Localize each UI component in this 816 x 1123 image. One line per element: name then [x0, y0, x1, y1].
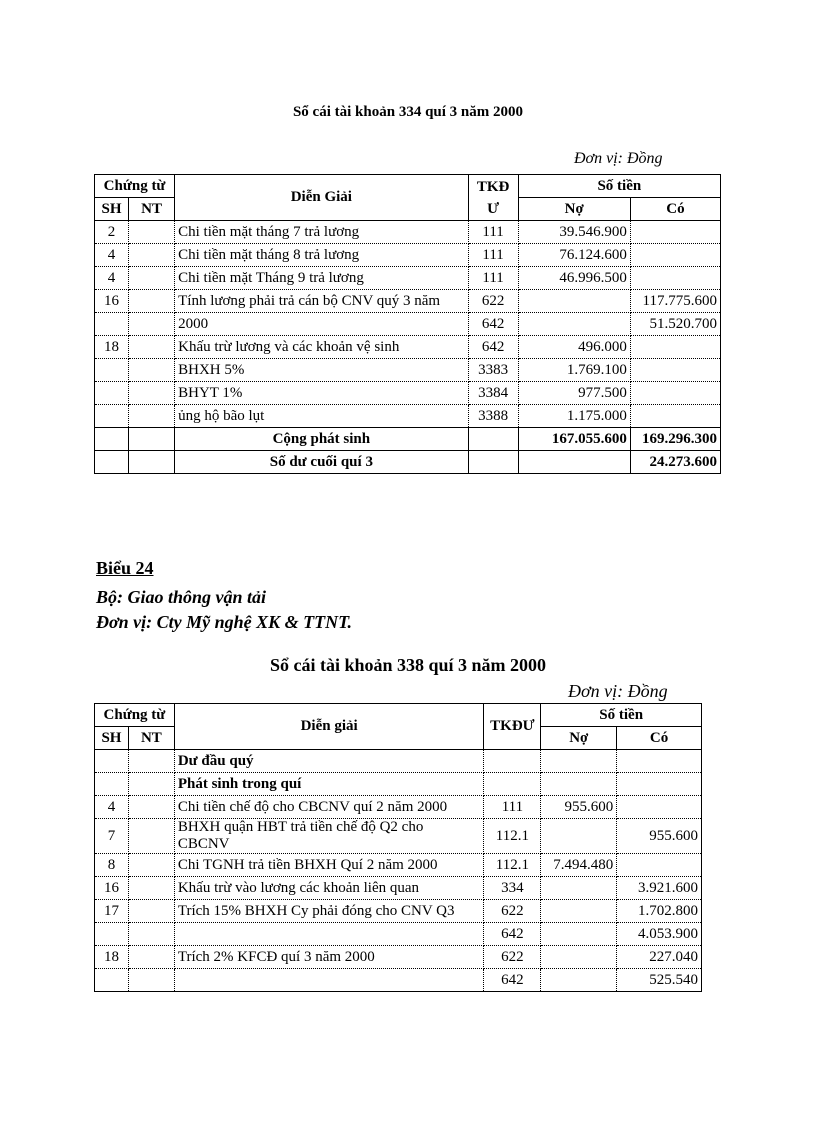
debit-cell: 955.600 — [541, 796, 617, 819]
tk-cell — [484, 773, 541, 796]
voucher-header: Chứng từ — [95, 175, 175, 198]
tk-cell: 111 — [468, 244, 518, 267]
nt-cell — [129, 405, 175, 428]
closing-label: Số dư cuối quí 3 — [175, 451, 468, 474]
sh-cell — [95, 773, 129, 796]
voucher-header: Chứng từ — [95, 704, 175, 727]
nt-header: NT — [128, 727, 174, 750]
nt-cell — [128, 796, 174, 819]
table-row — [95, 750, 702, 773]
tk-cell — [484, 750, 541, 773]
nt-cell — [128, 946, 174, 969]
nt-header: NT — [129, 198, 175, 221]
table-row — [95, 819, 702, 854]
company: Đơn vị: Cty Mỹ nghệ XK & TTNT. — [96, 612, 352, 632]
tk-cell: 111 — [484, 796, 541, 819]
form-number: Biểu 24 — [96, 558, 154, 578]
desc-cell: Dư đầu quý — [174, 750, 484, 773]
amount-header: Số tiền — [541, 704, 702, 727]
desc-header: Diễn Giải — [175, 175, 468, 221]
sh-cell: 16 — [95, 877, 129, 900]
tk-cell: 111 — [468, 267, 518, 290]
sh-cell: 4 — [95, 244, 129, 267]
nt-cell — [128, 969, 174, 992]
tk-cell: 642 — [484, 923, 541, 946]
desc-cell — [174, 923, 484, 946]
tk-cell: 622 — [468, 290, 518, 313]
desc-cell: Chi tiền mặt tháng 7 trả lương — [175, 221, 468, 244]
credit-cell: 227.040 — [617, 946, 702, 969]
nt-cell — [128, 923, 174, 946]
credit-cell — [630, 405, 720, 428]
tk-cell: 3383 — [468, 359, 518, 382]
desc-cell: Chi tiền mặt tháng 8 trả lương — [175, 244, 468, 267]
desc-cell: 2000 — [175, 313, 468, 336]
credit-cell — [617, 854, 702, 877]
tkdu-header: TKĐ Ư — [468, 175, 518, 221]
sh-cell — [95, 359, 129, 382]
debit-cell — [518, 313, 630, 336]
credit-cell — [630, 359, 720, 382]
credit-cell — [630, 336, 720, 359]
desc-cell: Trích 15% BHXH Cy phải đóng cho CNV Q3 — [174, 900, 484, 923]
desc-cell: Khấu trừ lương và các khoản vệ sinh — [175, 336, 468, 359]
nt-cell — [129, 313, 175, 336]
table-row — [95, 313, 721, 336]
nt-cell — [128, 877, 174, 900]
sh-cell: 2 — [95, 221, 129, 244]
table-row — [95, 969, 702, 992]
desc-cell: BHXH quận HBT trả tiền chế độ Q2 cho CBCNV — [174, 819, 484, 854]
desc-cell: Khấu trừ vào lương các khoản liên quan — [174, 877, 484, 900]
debit-cell — [541, 877, 617, 900]
total-credit: 169.296.300 — [630, 428, 720, 451]
debit-cell — [541, 923, 617, 946]
desc-cell: BHYT 1% — [175, 382, 468, 405]
table-row — [95, 796, 702, 819]
sh-cell: 4 — [95, 267, 129, 290]
sh-cell — [95, 405, 129, 428]
tk-cell: 3384 — [468, 382, 518, 405]
tk-cell: 622 — [484, 946, 541, 969]
debit-cell: 7.494.480 — [541, 854, 617, 877]
sh-cell — [95, 969, 129, 992]
table-row — [95, 923, 702, 946]
table-row — [95, 221, 721, 244]
table-row — [95, 877, 702, 900]
credit-cell: 525.540 — [617, 969, 702, 992]
ledger1-table — [94, 174, 721, 474]
ministry: Bộ: Giao thông vận tải — [96, 587, 267, 607]
debit-header: Nợ — [541, 727, 617, 750]
debit-cell: 496.000 — [518, 336, 630, 359]
total-debit: 167.055.600 — [518, 428, 630, 451]
table-row — [95, 336, 721, 359]
nt-cell — [129, 336, 175, 359]
credit-cell — [617, 773, 702, 796]
table-row — [95, 405, 721, 428]
credit-cell: 4.053.900 — [617, 923, 702, 946]
credit-header: Có — [617, 727, 702, 750]
credit-header: Có — [630, 198, 720, 221]
ledger1-title: Sổ cái tài khoản 334 quí 3 năm 2000 — [292, 104, 524, 120]
nt-cell — [129, 221, 175, 244]
ledger2-table — [94, 703, 702, 992]
ledger1-unit: Đơn vị: Đồng — [574, 150, 663, 167]
debit-cell — [541, 750, 617, 773]
sh-cell: 7 — [95, 819, 129, 854]
nt-cell — [129, 244, 175, 267]
credit-cell — [630, 267, 720, 290]
debit-cell: 1.175.000 — [518, 405, 630, 428]
credit-cell — [630, 382, 720, 405]
credit-cell — [630, 244, 720, 267]
desc-cell: ủng hộ bão lụt — [175, 405, 468, 428]
credit-cell: 1.702.800 — [617, 900, 702, 923]
debit-cell: 1.769.100 — [518, 359, 630, 382]
tk-cell: 112.1 — [484, 854, 541, 877]
sh-cell — [95, 750, 129, 773]
tk-cell: 642 — [484, 969, 541, 992]
closing-credit: 24.273.600 — [630, 451, 720, 474]
desc-cell: Phát sinh trong quí — [174, 773, 484, 796]
nt-cell — [128, 773, 174, 796]
table-row — [95, 290, 721, 313]
debit-cell: 46.996.500 — [518, 267, 630, 290]
desc-cell — [174, 969, 484, 992]
tk-cell: 111 — [468, 221, 518, 244]
nt-cell — [129, 267, 175, 290]
desc-cell: Trích 2% KFCĐ quí 3 năm 2000 — [174, 946, 484, 969]
tkdu-header: TKĐƯ — [484, 704, 541, 750]
tk-cell: 112.1 — [484, 819, 541, 854]
debit-cell — [541, 900, 617, 923]
debit-cell: 39.546.900 — [518, 221, 630, 244]
desc-cell: Chi TGNH trả tiền BHXH Quí 2 năm 2000 — [174, 854, 484, 877]
credit-cell — [630, 221, 720, 244]
tk-cell: 334 — [484, 877, 541, 900]
sh-header: SH — [95, 727, 129, 750]
amount-header: Số tiền — [518, 175, 720, 198]
debit-cell — [541, 946, 617, 969]
nt-cell — [128, 819, 174, 854]
credit-cell: 3.921.600 — [617, 877, 702, 900]
credit-cell — [617, 796, 702, 819]
tk-cell: 642 — [468, 313, 518, 336]
tk-cell: 642 — [468, 336, 518, 359]
sh-cell — [95, 313, 129, 336]
sh-cell: 4 — [95, 796, 129, 819]
table-row — [95, 773, 702, 796]
sh-cell — [95, 923, 129, 946]
sh-header: SH — [95, 198, 129, 221]
nt-cell — [128, 750, 174, 773]
credit-cell — [617, 750, 702, 773]
desc-header: Diễn giải — [174, 704, 484, 750]
desc-cell: BHXH 5% — [175, 359, 468, 382]
debit-cell: 76.124.600 — [518, 244, 630, 267]
debit-cell — [518, 290, 630, 313]
debit-cell — [541, 969, 617, 992]
ledger2-unit: Đơn vị: Đồng — [568, 681, 668, 701]
nt-cell — [128, 854, 174, 877]
table-row — [95, 267, 721, 290]
nt-cell — [129, 382, 175, 405]
ledger2-title: Sổ cái tài khoản 338 quí 3 năm 2000 — [269, 655, 547, 675]
tk-cell: 622 — [484, 900, 541, 923]
sh-cell: 18 — [95, 336, 129, 359]
desc-cell: Chi tiền mặt Tháng 9 trả lương — [175, 267, 468, 290]
total-label: Cộng phát sinh — [175, 428, 468, 451]
nt-cell — [128, 900, 174, 923]
sh-cell: 16 — [95, 290, 129, 313]
table-row — [95, 900, 702, 923]
debit-cell — [541, 819, 617, 854]
sh-cell: 18 — [95, 946, 129, 969]
credit-cell: 955.600 — [617, 819, 702, 854]
desc-cell: Chi tiền chế độ cho CBCNV quí 2 năm 2000 — [174, 796, 484, 819]
credit-cell: 51.520.700 — [630, 313, 720, 336]
sh-cell: 17 — [95, 900, 129, 923]
nt-cell — [129, 290, 175, 313]
tk-cell: 3388 — [468, 405, 518, 428]
desc-cell: Tính lương phải trả cán bộ CNV quý 3 năm — [175, 290, 468, 313]
debit-cell: 977.500 — [518, 382, 630, 405]
nt-cell — [129, 359, 175, 382]
sh-cell: 8 — [95, 854, 129, 877]
debit-header: Nợ — [518, 198, 630, 221]
sh-cell — [95, 382, 129, 405]
table-row — [95, 854, 702, 877]
table-row — [95, 382, 721, 405]
debit-cell — [541, 773, 617, 796]
table-row — [95, 946, 702, 969]
table-row — [95, 359, 721, 382]
credit-cell: 117.775.600 — [630, 290, 720, 313]
table-row — [95, 244, 721, 267]
